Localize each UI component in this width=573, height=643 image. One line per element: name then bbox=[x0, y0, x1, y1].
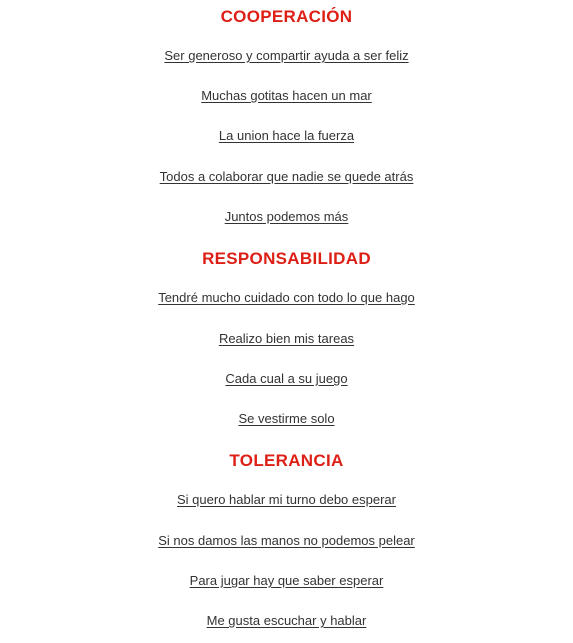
link-cooperacion-3[interactable]: La union hace la fuerza bbox=[218, 128, 355, 143]
section-title-tolerancia: TOLERANCIA bbox=[229, 451, 344, 470]
link-cooperacion-5[interactable]: Juntos podemos más bbox=[224, 209, 349, 224]
link-responsabilidad-3[interactable]: Cada cual a su juego bbox=[225, 371, 348, 386]
link-responsabilidad-4[interactable]: Se vestirme solo bbox=[238, 411, 335, 426]
section-title-cooperacion: COOPERACIÓN bbox=[220, 7, 353, 26]
link-tolerancia-2[interactable]: Si nos damos las manos no podemos pelear bbox=[158, 533, 415, 548]
link-responsabilidad-1[interactable]: Tendré mucho cuidado con todo lo que hago bbox=[158, 290, 415, 305]
link-tolerancia-3[interactable]: Para jugar hay que saber esperar bbox=[189, 573, 384, 588]
link-cooperacion-1[interactable]: Ser generoso y compartir ayuda a ser feliz bbox=[164, 48, 409, 63]
link-cooperacion-4[interactable]: Todos a colaborar que nadie se quede atrás bbox=[159, 169, 414, 184]
section-title-responsabilidad: RESPONSABILIDAD bbox=[202, 249, 371, 268]
link-responsabilidad-2[interactable]: Realizo bien mis tareas bbox=[218, 331, 355, 346]
link-tolerancia-1[interactable]: Si quero hablar mi turno debo esperar bbox=[177, 492, 396, 507]
link-tolerancia-4[interactable]: Me gusta escuchar y hablar bbox=[206, 613, 367, 628]
link-cooperacion-2[interactable]: Muchas gotitas hacen un mar bbox=[201, 88, 372, 103]
